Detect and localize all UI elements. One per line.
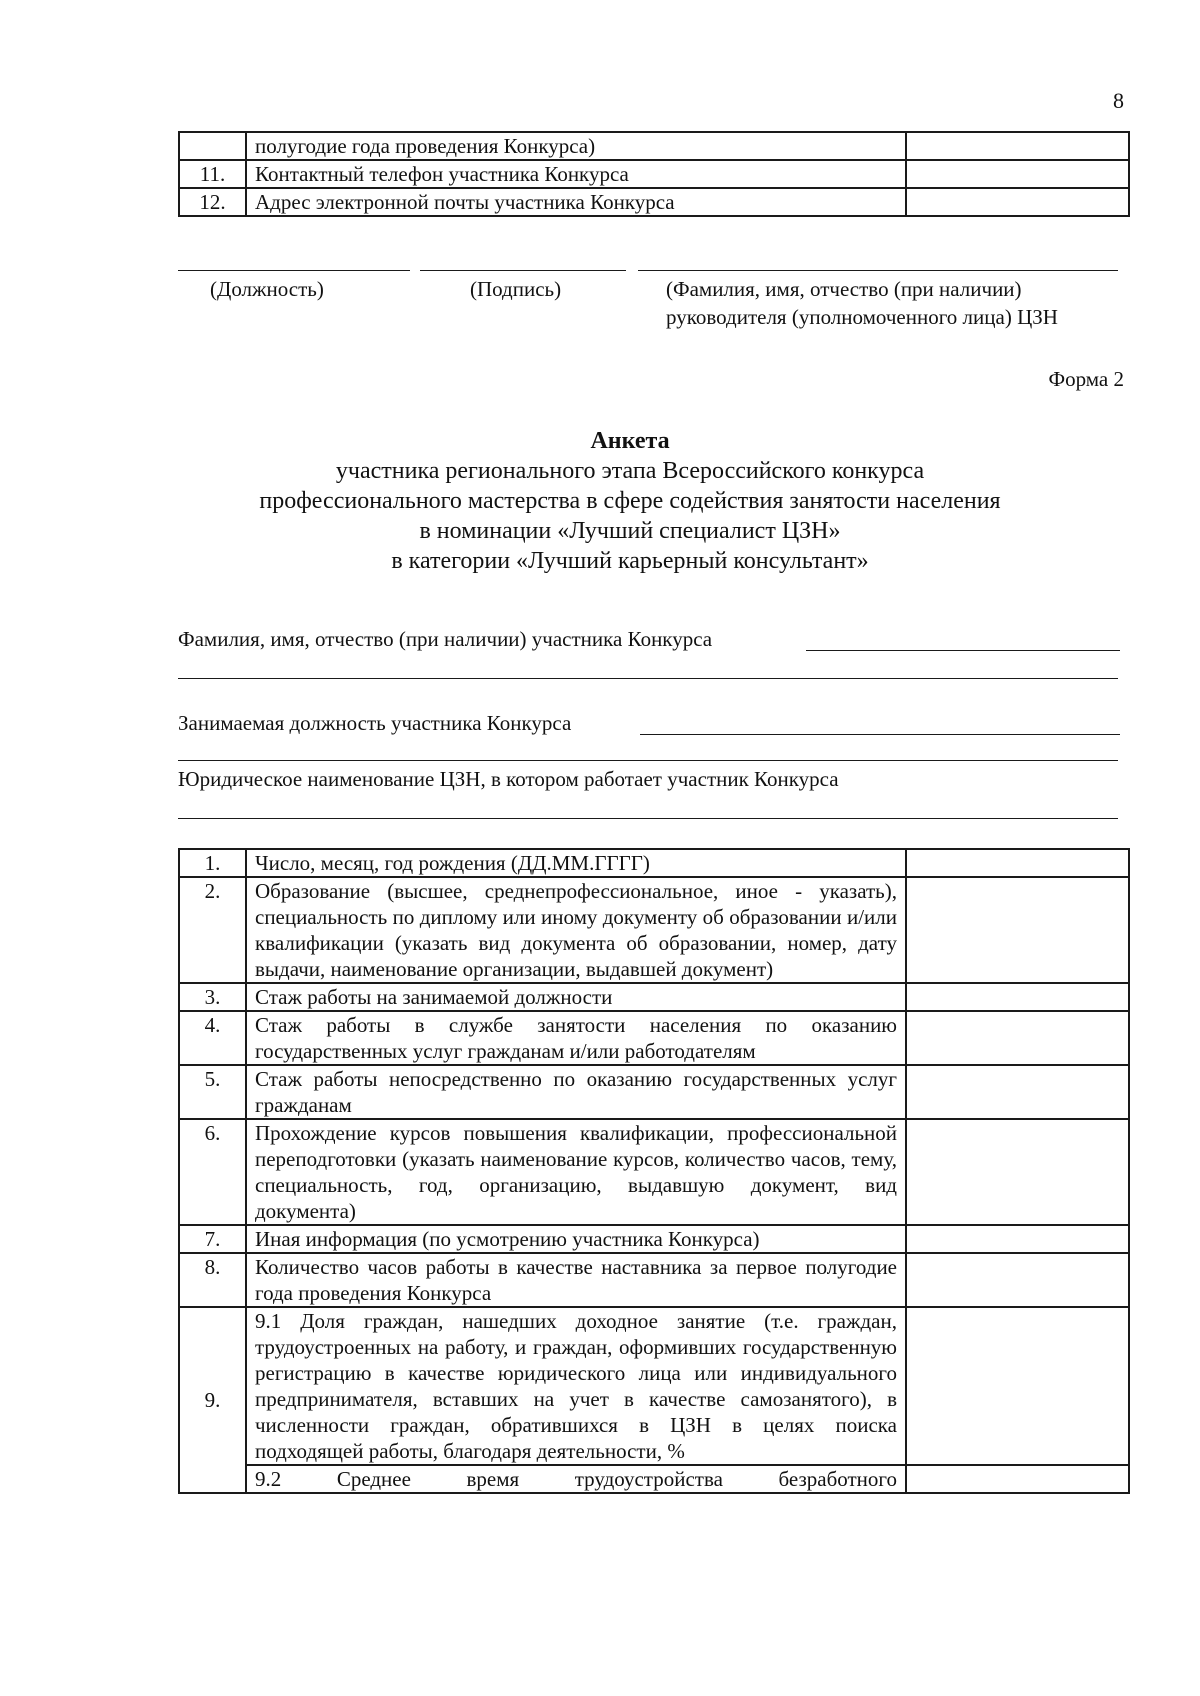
row-number: 11. (179, 160, 246, 188)
title-line-2: профессионального мастерства в сфере содействия занятости населения (259, 488, 1001, 514)
table-row (179, 160, 1129, 188)
document-title (180, 426, 1080, 576)
row-value-cell[interactable] (906, 877, 1129, 983)
row-number (179, 132, 246, 160)
position-signature-line[interactable] (178, 270, 410, 271)
top-table (178, 131, 1130, 217)
row-text: Количество часов работы в качестве наставника за первое полугодие года проведения Конкурса (246, 1253, 906, 1307)
table-row (179, 849, 1129, 877)
row-value-cell[interactable] (906, 132, 1129, 160)
name-caption-line2: руководителя (уполномоченного лица) ЦЗН (666, 305, 1058, 329)
row-text: Адрес электронной почты участника Конкурса (246, 188, 906, 216)
row-value-cell[interactable] (906, 1119, 1129, 1225)
title-line-4: в категории «Лучший карьерный консультант» (391, 548, 869, 574)
row-value-cell[interactable] (906, 1307, 1129, 1465)
row-text: Иная информация (по усмотрению участника Конкурса) (246, 1225, 906, 1253)
row-value-cell[interactable] (906, 1225, 1129, 1253)
table-row (179, 1065, 1129, 1119)
title-heading: Анкета (590, 428, 670, 454)
table-row (179, 1011, 1129, 1065)
name-signature-line[interactable] (638, 270, 1118, 271)
position-caption: (Должность) (210, 277, 324, 301)
table-row (179, 1225, 1129, 1253)
position-label: Занимаемая должность участника Конкурса (178, 711, 572, 735)
title-line-1: участника регионального этапа Всероссийского конкурса (335, 458, 925, 484)
row-value-cell[interactable] (906, 188, 1129, 216)
row-text: Стаж работы непосредственно по оказанию государственных услуг гражданам (246, 1065, 906, 1119)
row-text: Образование (высшее, среднепрофессиональное, иное - указать), специальность по диплому или иному документу об образовании и/или квалификации (указать вид документа об образовании, номер, дату выдачи, наименование организации, выдавшей документ) (246, 877, 906, 983)
row-value-cell[interactable] (906, 160, 1129, 188)
page-number: 8 (1113, 88, 1124, 113)
row-value-cell[interactable] (906, 1465, 1129, 1493)
org-input-line[interactable] (178, 818, 1118, 819)
form-label: Форма 2 (1048, 367, 1124, 391)
row-number: 6. (179, 1119, 246, 1225)
row-value-cell[interactable] (906, 849, 1129, 877)
row-number: 3. (179, 983, 246, 1011)
row-value-cell[interactable] (906, 1011, 1129, 1065)
row-number: 5. (179, 1065, 246, 1119)
row-text: Стаж работы на занимаемой должности (246, 983, 906, 1011)
name-caption-line1: (Фамилия, имя, отчество (при наличии) (666, 277, 1022, 301)
row-subitem-text: 9.1 Доля граждан, нашедших доходное занятие (т.е. граждан, трудоустроенных на работу, и граждан, оформивших государственную регистрацию в качестве юридического лица или индивидуального предпринимателя, вставших на учет в качестве самозанятого), в численности граждан, обратившихся в ЦЗН в целях поиска подходящей работы, благодаря деятельности, % (246, 1307, 906, 1465)
position-input-line-2[interactable] (178, 760, 1118, 761)
row-text: Контактный телефон участника Конкурса (246, 160, 906, 188)
row-number: 1. (179, 849, 246, 877)
fio-label: Фамилия, имя, отчество (при наличии) участника Конкурса (178, 627, 713, 651)
questionnaire-table (178, 848, 1130, 1494)
row-number: 9. (179, 1307, 246, 1493)
fio-input-line-2[interactable] (178, 678, 1118, 679)
row-number: 12. (179, 188, 246, 216)
table-row (179, 877, 1129, 983)
table-row (179, 188, 1129, 216)
row-text: полугодие года проведения Конкурса) (246, 132, 906, 160)
sign-signature-line[interactable] (420, 270, 626, 271)
fio-input-line[interactable] (806, 650, 1120, 651)
table-row (179, 983, 1129, 1011)
row-value-cell[interactable] (906, 1253, 1129, 1307)
row-text: Число, месяц, год рождения (ДД.ММ.ГГГГ) (246, 849, 906, 877)
table-row (179, 1253, 1129, 1307)
table-row (179, 1465, 1129, 1493)
row-number: 4. (179, 1011, 246, 1065)
title-line-3: в номинации «Лучший специалист ЦЗН» (419, 518, 841, 544)
table-row (179, 132, 1129, 160)
row-subitem-text: 9.2 Среднее время трудоустройства безработного (246, 1465, 906, 1493)
org-label: Юридическое наименование ЦЗН, в котором работает участник Конкурса (178, 767, 839, 791)
table-row (179, 1307, 1129, 1465)
row-value-cell[interactable] (906, 983, 1129, 1011)
row-value-cell[interactable] (906, 1065, 1129, 1119)
sign-caption: (Подпись) (470, 277, 562, 301)
row-number: 2. (179, 877, 246, 983)
row-text: Стаж работы в службе занятости населения по оказанию государственных услуг гражданам и/или работодателям (246, 1011, 906, 1065)
row-number: 8. (179, 1253, 246, 1307)
position-input-line[interactable] (640, 734, 1120, 735)
table-row (179, 1119, 1129, 1225)
row-text: Прохождение курсов повышения квалификации, профессиональной переподготовки (указать наименование курсов, количество часов, тему, специальность, год, организацию, выдавшую документ, вид документа) (246, 1119, 906, 1225)
row-number: 7. (179, 1225, 246, 1253)
